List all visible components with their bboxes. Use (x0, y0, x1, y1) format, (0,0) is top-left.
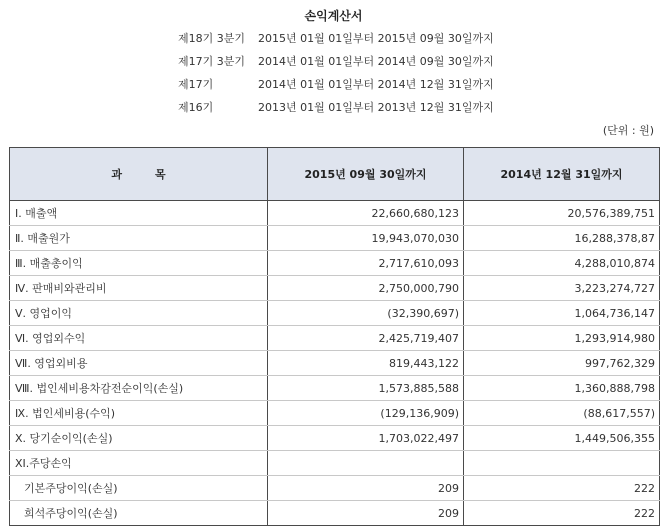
period-range: 2013년 01월 01일부터 2013년 12월 31일까지 (258, 101, 494, 114)
row-current-value-cell: (32,390,697) (268, 301, 464, 326)
unit-label: (단위 : 원) (602, 124, 654, 137)
row-item-cell: Ⅱ. 매출원가 (10, 226, 268, 251)
period-range: 2014년 01월 01일부터 2014년 12월 31일까지 (258, 78, 494, 91)
table-row (10, 426, 660, 451)
row-current-value-cell: 1,573,885,588 (268, 376, 464, 401)
row-item-cell: 기본주당이익(손실) (10, 476, 268, 501)
table-row (10, 301, 660, 326)
row-current-value-cell: 2,717,610,093 (268, 251, 464, 276)
row-prior-value-cell: 1,293,914,980 (464, 326, 660, 351)
row-current-value-cell: 209 (268, 476, 464, 501)
row-current-value-cell: 819,443,122 (268, 351, 464, 376)
period-label: 제17기 3분기 (178, 55, 245, 68)
table-row (10, 451, 660, 476)
row-current-value-cell: (129,136,909) (268, 401, 464, 426)
table-row (10, 201, 660, 226)
row-prior-value-cell: 1,449,506,355 (464, 426, 660, 451)
table-row (10, 401, 660, 426)
row-item-cell: Ⅲ. 매출총이익 (10, 251, 268, 276)
table-row (10, 251, 660, 276)
row-prior-value-cell (464, 451, 660, 476)
table-row (10, 501, 660, 526)
row-prior-value-cell: 222 (464, 501, 660, 526)
row-prior-value-cell: 997,762,329 (464, 351, 660, 376)
row-prior-value-cell: 4,288,010,874 (464, 251, 660, 276)
row-prior-value-cell: 3,223,274,727 (464, 276, 660, 301)
row-item-cell: Ⅷ. 법인세비용차감전순이익(손실) (10, 376, 268, 401)
row-item-cell: Ⅵ. 영업외수익 (10, 326, 268, 351)
row-current-value-cell: 22,660,680,123 (268, 201, 464, 226)
row-prior-value-cell: 222 (464, 476, 660, 501)
row-item-cell: Ⅴ. 영업이익 (10, 301, 268, 326)
row-current-value-cell: 2,750,000,790 (268, 276, 464, 301)
row-item-cell: XI.주당손익 (10, 451, 268, 476)
row-current-value-cell: 209 (268, 501, 464, 526)
header-current-period: 2015년 09월 30일까지 (268, 148, 464, 201)
period-line (178, 54, 494, 70)
period-range: 2014년 01월 01일부터 2014년 09월 30일까지 (258, 55, 494, 68)
row-item-cell: Ⅳ. 판매비와관리비 (10, 276, 268, 301)
row-current-value-cell: 2,425,719,407 (268, 326, 464, 351)
row-item-cell: 희석주당이익(손실) (10, 501, 268, 526)
period-line (178, 100, 494, 116)
table-body (10, 201, 660, 526)
row-item-cell: Ⅹ. 당기순이익(손실) (10, 426, 268, 451)
table-row (10, 226, 660, 251)
row-item-cell: Ⅰ. 매출액 (10, 201, 268, 226)
income-statement-table (9, 147, 660, 526)
row-prior-value-cell: 20,576,389,751 (464, 201, 660, 226)
header-item: 과 목 (10, 148, 268, 201)
row-prior-value-cell: 16,288,378,87 (464, 226, 660, 251)
period-label: 제16기 (178, 101, 214, 114)
table-row (10, 351, 660, 376)
row-current-value-cell: 19,943,070,030 (268, 226, 464, 251)
table-row (10, 326, 660, 351)
table-row (10, 276, 660, 301)
period-line (178, 77, 494, 93)
period-label: 제18기 3분기 (178, 32, 245, 45)
row-current-value-cell: 1,703,022,497 (268, 426, 464, 451)
row-prior-value-cell: 1,064,736,147 (464, 301, 660, 326)
table-row (10, 376, 660, 401)
table-header-row (10, 148, 660, 201)
row-prior-value-cell: 1,360,888,798 (464, 376, 660, 401)
period-range: 2015년 01월 01일부터 2015년 09월 30일까지 (258, 32, 494, 45)
row-prior-value-cell: (88,617,557) (464, 401, 660, 426)
period-line (178, 31, 494, 47)
row-item-cell: Ⅶ. 영업외비용 (10, 351, 268, 376)
row-item-cell: Ⅸ. 법인세비용(수익) (10, 401, 268, 426)
table-row (10, 476, 660, 501)
period-label: 제17기 (178, 78, 214, 91)
header-prior-period: 2014년 12월 31일까지 (464, 148, 660, 201)
row-current-value-cell (268, 451, 464, 476)
page-title: 손익계산서 (304, 9, 363, 23)
